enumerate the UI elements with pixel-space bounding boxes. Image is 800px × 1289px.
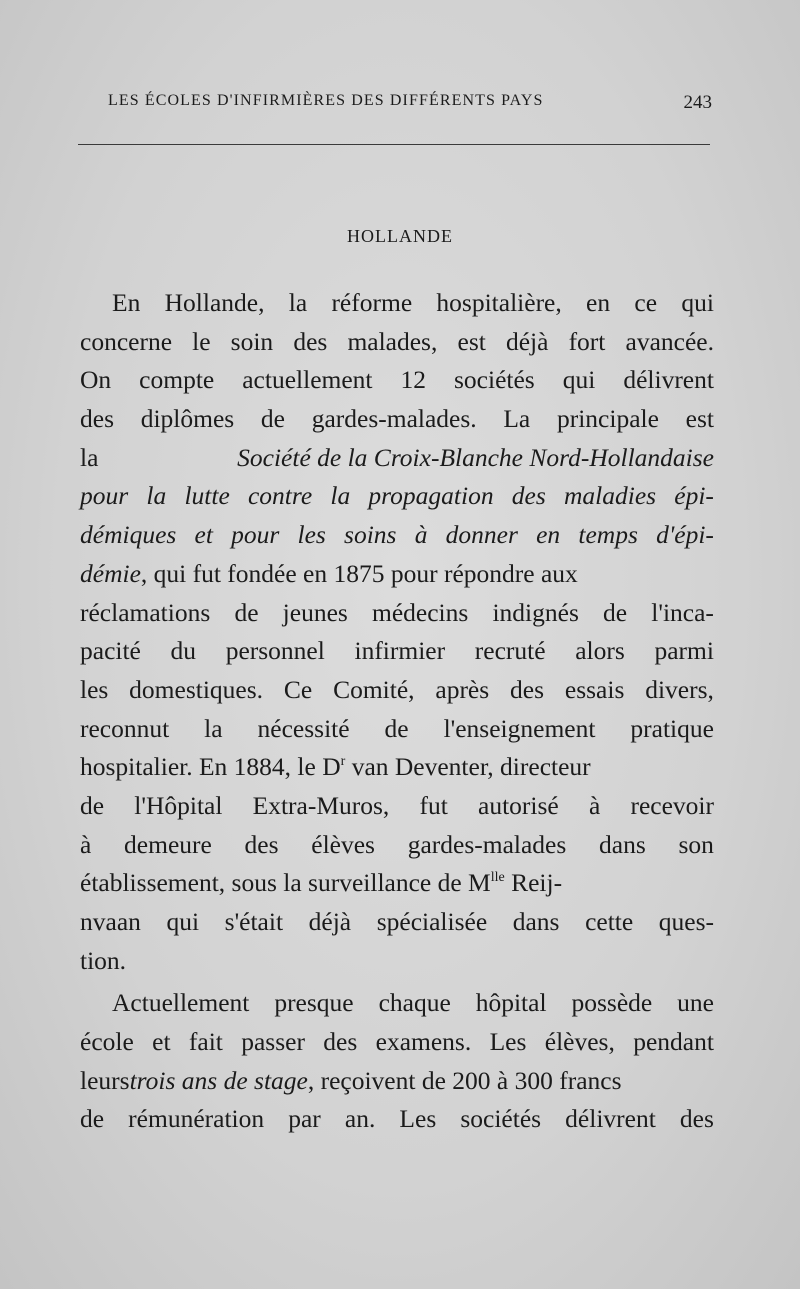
text-line: [80, 323, 714, 362]
word: soins: [344, 520, 397, 550]
line-text: la: [80, 442, 99, 472]
word: principale: [556, 404, 659, 434]
text-line: [80, 826, 714, 865]
word: jeunes: [282, 597, 348, 627]
word: les: [80, 674, 109, 704]
word: alors: [575, 636, 625, 666]
word: Actuellement: [112, 988, 250, 1018]
word: de: [384, 713, 409, 743]
word: réforme: [331, 288, 413, 317]
mixed-line: [80, 555, 578, 594]
word: pour: [80, 481, 129, 511]
word: les: [297, 520, 326, 550]
word: hospitalière,: [436, 288, 562, 317]
line-text: tion.: [80, 945, 127, 975]
word: diplômes: [140, 404, 235, 434]
word: parmi: [654, 636, 714, 666]
text-line: [80, 748, 714, 787]
word: compte: [139, 365, 215, 395]
word: concerne: [80, 326, 173, 356]
word: divers,: [645, 674, 714, 704]
word: des: [511, 481, 546, 511]
line-text: , reçoivent de 200 à 300 francs: [307, 1065, 622, 1095]
word: maladies: [563, 481, 657, 511]
word: possède: [571, 988, 653, 1018]
word: le: [192, 326, 211, 356]
word: gardes-malades: [407, 829, 567, 859]
text-line: [80, 361, 714, 400]
word: déjà: [505, 326, 549, 356]
word: des: [80, 404, 114, 434]
word: Hollande,: [164, 288, 265, 317]
text-line: [80, 864, 714, 903]
word: médecins: [371, 597, 469, 627]
word: Les: [399, 1104, 437, 1134]
word: recruté: [474, 636, 546, 666]
text-line: [80, 1100, 714, 1139]
word: son: [678, 829, 714, 859]
word: pratique: [630, 713, 714, 743]
word: délivrent: [565, 1104, 656, 1134]
section-title: HOLLANDE: [347, 226, 453, 246]
word: de: [80, 1104, 105, 1134]
word: autorisé: [478, 790, 559, 820]
line-text: hospitalier. En 1884, le D: [80, 752, 341, 782]
word: fut: [419, 790, 448, 820]
word: après: [435, 674, 490, 704]
word: qui: [681, 288, 714, 317]
word: des: [293, 326, 328, 356]
word: par: [288, 1104, 321, 1134]
word: en: [586, 288, 611, 317]
word: déjà: [308, 907, 352, 936]
word: est: [685, 404, 714, 434]
word: temps: [578, 520, 638, 550]
word: démiques: [80, 520, 177, 550]
word: Les: [489, 1027, 527, 1057]
word: la: [330, 481, 351, 511]
word: contre: [247, 481, 313, 511]
text-line: [80, 984, 714, 1023]
word: spécialisée: [376, 907, 488, 936]
word: école: [80, 1027, 134, 1057]
text-line: [80, 477, 714, 516]
word: réclamations: [80, 597, 211, 627]
word: an.: [344, 1104, 376, 1134]
word: et: [194, 520, 213, 550]
word: presque: [274, 988, 354, 1018]
word: Extra-Muros,: [252, 790, 390, 820]
text-line: [80, 1023, 714, 1062]
italic-title: démie: [80, 558, 141, 588]
word: cette: [585, 907, 634, 936]
word: fort: [568, 326, 606, 356]
word: de: [234, 597, 259, 627]
word: des: [323, 1027, 358, 1057]
text-line: [80, 710, 714, 749]
text-line: [80, 400, 714, 439]
word: avancée.: [625, 326, 714, 356]
word: la: [146, 481, 167, 511]
page-number: 243: [683, 92, 712, 113]
word: est: [457, 326, 486, 356]
mixed-line: [80, 864, 562, 903]
word: qui: [166, 907, 200, 936]
text-line: [80, 1062, 714, 1101]
word: de: [80, 790, 105, 820]
word: sociétés: [460, 1104, 542, 1134]
running-head: [108, 92, 712, 114]
word: fait: [188, 1027, 223, 1057]
text-line: [80, 516, 714, 555]
word: nécessité: [257, 713, 350, 743]
word: actuellement: [242, 365, 373, 395]
word: hôpital: [475, 988, 547, 1018]
line-text: , qui fut fondée en 1875 pour répondre aux: [140, 558, 578, 588]
line-text: établissement, sous la surveillance de M: [80, 868, 491, 898]
word: rémunération: [128, 1104, 265, 1134]
word: dans: [512, 907, 560, 936]
text-line: [80, 439, 714, 478]
word: à: [588, 790, 601, 820]
word: délivrent: [623, 365, 714, 395]
running-head-title: LES ÉCOLES D'INFIRMIÈRES DES DIFFÉRENTS PAYS: [108, 92, 544, 109]
text-line: [80, 942, 714, 981]
word: de: [603, 597, 628, 627]
line-text: van Deventer, directeur: [345, 752, 591, 782]
word: des: [244, 829, 279, 859]
word: propagation: [368, 481, 494, 511]
superscript: lle: [490, 870, 505, 886]
word: d'épi-: [656, 520, 714, 550]
word: La: [503, 404, 531, 434]
word: à: [414, 520, 428, 550]
italic-phrase: trois ans de stage: [129, 1065, 308, 1095]
word: la: [204, 713, 223, 743]
text-line: [80, 903, 714, 942]
word: soin: [230, 326, 274, 356]
word: la: [288, 288, 308, 317]
text-line: [80, 671, 714, 710]
word: élèves,: [544, 1027, 615, 1057]
word: qui: [562, 365, 596, 395]
word: et: [152, 1027, 171, 1057]
line-text: Reij-: [504, 868, 563, 898]
word: des: [510, 674, 545, 704]
word: ce: [634, 288, 658, 317]
word: En: [112, 288, 141, 317]
word: sociétés: [454, 365, 535, 395]
word: des: [679, 1104, 714, 1134]
word: pendant: [633, 1027, 714, 1057]
word: en: [536, 520, 561, 550]
superscript: r: [340, 754, 346, 770]
text-line: [80, 632, 714, 671]
word: domestiques.: [129, 674, 264, 704]
word: reconnut: [80, 713, 170, 743]
header-rule: [78, 144, 710, 145]
line-text: leurs: [80, 1065, 130, 1095]
word: élèves: [311, 829, 375, 859]
text-line: [80, 284, 714, 323]
italic-title: Société de la Croix-Blanche Nord-Hollandaise: [237, 442, 714, 472]
word: l'inca-: [651, 597, 714, 627]
word: personnel: [225, 636, 325, 666]
word: demeure: [124, 829, 212, 859]
word: l'Hôpital: [134, 790, 223, 820]
word: dans: [599, 829, 646, 859]
word: examens.: [375, 1027, 472, 1057]
word: recevoir: [630, 790, 714, 820]
text-line: [80, 787, 714, 826]
word: infirmier: [354, 636, 446, 666]
word: Ce: [283, 674, 313, 704]
word: une: [677, 988, 714, 1018]
word: pour: [231, 520, 280, 550]
word: passer: [241, 1027, 305, 1057]
word: du: [170, 636, 197, 666]
word: pacité: [80, 636, 141, 666]
word: lutte: [184, 481, 230, 511]
word: épi-: [674, 481, 714, 511]
word: chaque: [378, 988, 451, 1018]
word: nvaan: [80, 907, 141, 936]
word: à: [80, 829, 92, 859]
word: essais: [564, 674, 625, 704]
word: Comité,: [333, 674, 415, 704]
word: ques-: [658, 907, 714, 936]
word: s'était: [224, 907, 284, 936]
mixed-line: [80, 1062, 622, 1101]
word: donner: [445, 520, 518, 550]
word: gardes-malades.: [311, 404, 477, 434]
word: malades,: [347, 326, 438, 356]
text-line: [80, 594, 714, 633]
word: l'enseignement: [443, 713, 596, 743]
word: de: [260, 404, 285, 434]
word: On: [80, 365, 112, 395]
body-text: [80, 284, 714, 1139]
word: indignés: [492, 597, 579, 627]
word: 12: [400, 365, 426, 395]
mixed-line: [80, 748, 591, 787]
text-line: [80, 555, 714, 594]
